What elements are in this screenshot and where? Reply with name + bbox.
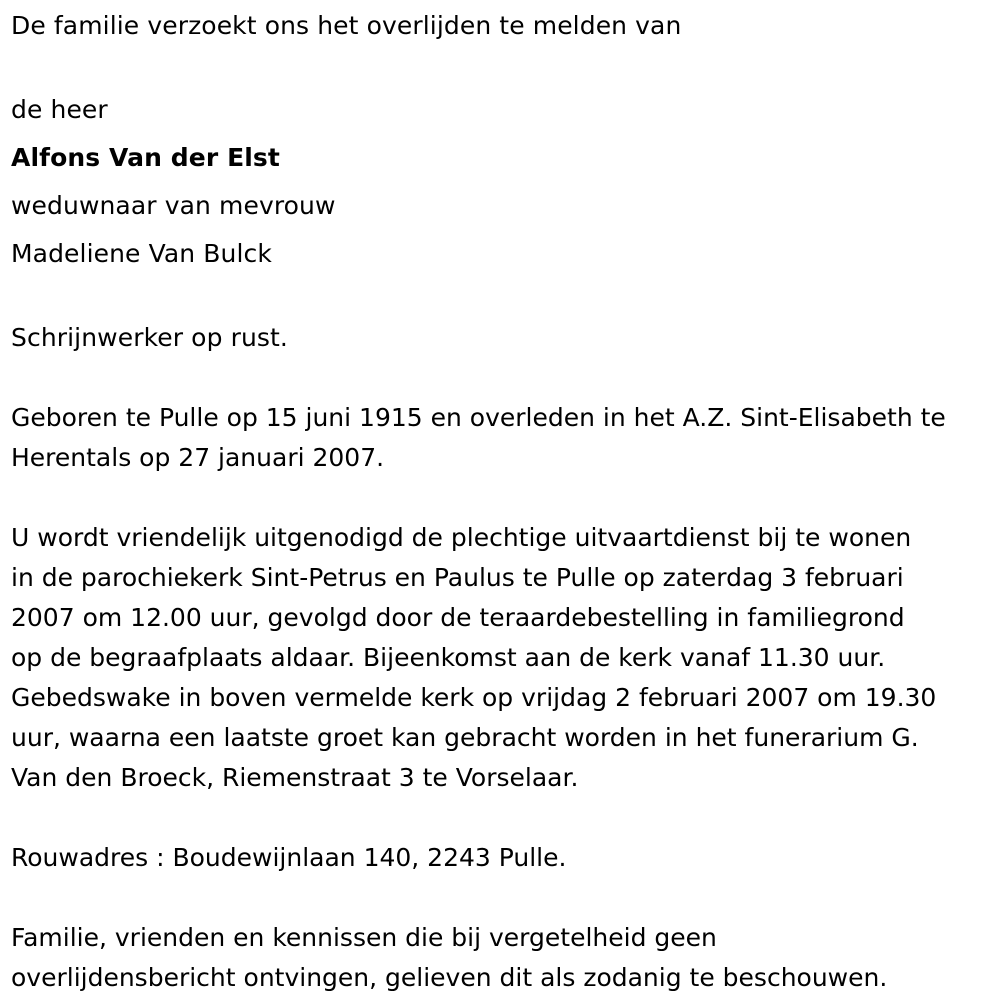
- widower-text: weduwnaar van mevrouw: [11, 191, 336, 220]
- paragraph-line: Gebedswake in boven vermelde kerk op vrijdag 2 februari 2007 om 19.30: [11, 683, 937, 712]
- paragraph-line: Geboren te Pulle op 15 juni 1915 en overleden in het A.Z. Sint-Elisabeth te: [11, 403, 946, 432]
- intro-text: De familie verzoekt ons het overlijden te melden van: [11, 11, 682, 40]
- deceased-name: Alfons Van der Elst: [11, 143, 280, 172]
- spacer: [11, 878, 1000, 918]
- paragraph-line: Van den Broeck, Riemenstraat 3 te Vorselaar.: [11, 763, 579, 792]
- paragraph-line: uur, waarna een laatste groet kan gebracht worden in het funerarium G.: [11, 723, 919, 752]
- closing-paragraph: [11, 918, 1000, 998]
- spacer: [11, 46, 1000, 86]
- spacer: [11, 358, 1000, 398]
- paragraph-line: U wordt vriendelijk uitgenodigd de plechtige uitvaartdienst bij te wonen: [11, 523, 912, 552]
- salutation-text: de heer: [11, 95, 108, 124]
- birth-death-paragraph: [11, 398, 1000, 478]
- spacer: [11, 798, 1000, 838]
- funeral-paragraph: [11, 518, 1000, 798]
- paragraph-line: in de parochiekerk Sint-Petrus en Paulus te Pulle op zaterdag 3 februari: [11, 563, 904, 592]
- paragraph-line: op de begraafplaats aldaar. Bijeenkomst aan de kerk vanaf 11.30 uur.: [11, 643, 886, 672]
- paragraph-line: Familie, vrienden en kennissen die bij vergetelheid geen: [11, 923, 717, 952]
- occupation-text: Schrijnwerker op rust.: [11, 323, 288, 352]
- spacer: [11, 278, 1000, 318]
- spouse-name: Madeliene Van Bulck: [11, 239, 272, 268]
- paragraph-line: 2007 om 12.00 uur, gevolgd door de teraardebestelling in familiegrond: [11, 603, 905, 632]
- paragraph-line: overlijdensbericht ontvingen, gelieven dit als zodanig te beschouwen.: [11, 963, 888, 992]
- address-text: Rouwadres : Boudewijnlaan 140, 2243 Pulle.: [11, 843, 567, 872]
- paragraph-line: Herentals op 27 januari 2007.: [11, 443, 385, 472]
- spacer: [11, 478, 1000, 518]
